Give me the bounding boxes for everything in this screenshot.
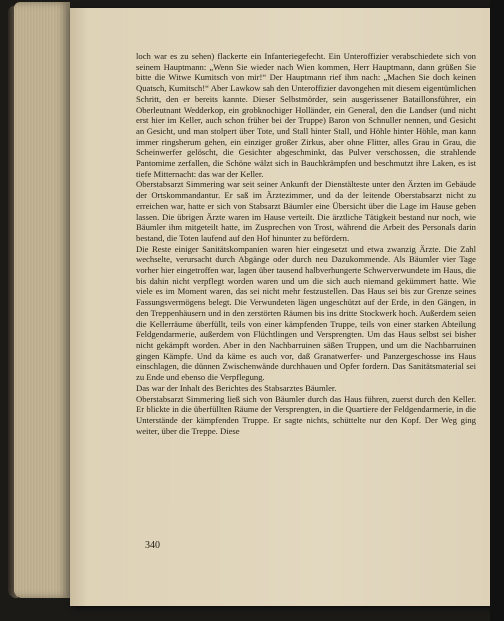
paragraph: loch war es zu sehen) flackerte ein Infanteriegefecht. Ein Unteroffizier verabschiedete sich von seinem Hauptmann: „Wenn Sie wieder nach Wien kommen, Herr Hauptmann, dann grüßen Sie bitte die Witwe Kumitsch von mir!“ Der Hauptmann rief ihm nach: „Machen Sie doch keinen Quatsch, Kumitsch!“ Aber Lawkow sah den Unteroffizier davongehen mit diesem eigentümlichen Schritt, den er bereits kannte. Dieser Selbstmörder, sein ausgerissener Bataillonsführer, ein Oberleutnant Wedderkop, ein grobknochiger Holländer, ein General, den die Landser (und nicht erst hier im Keller, auch schon früher bei der Truppe) Baron von Schnuller nennen, und Gesicht an Gesicht, und man stolpert über Tote, und Stall hinter Stall, und Höhle hinter Höhle, man kann immer ringsherum gehen, ein einziger großer Zirkus, aber ohne Flitter, alles Grau in Grau, die Scheinwerfer gelöscht, die Gesichter abgeschminkt, das Pulver verschossen, die strahlende Pantomime zerfallen, die Schöne wälzt sich in Bauchkrämpfen und beschmutzt ihre Laken, es ist tiefe Mitternacht: das war der Keller. — [136, 51, 476, 179]
background-shadow — [490, 0, 504, 621]
page-number: 340 — [145, 540, 160, 551]
paragraph: Das war der Inhalt des Berichtes des Stabsarztes Bäumler. — [136, 382, 337, 393]
body-text — [136, 51, 476, 436]
paragraph: Oberstabsarzt Simmering ließ sich von Bäumler durch das Haus führen, zuerst durch den Keller. Er blickte in die überfüllten Räume der Versprengten, in die Quartiere der Feldgendarmerie, in die Unterstände der kämpfenden Truppe. Er sagte nichts, schüttelte nur den Kopf. Der Weg ging weiter, über die Treppe. Diese — [136, 393, 476, 436]
page-stack-edge — [14, 2, 70, 598]
paragraph: Oberstabsarzt Simmering war seit seiner Ankunft der Dienstälteste unter den Ärzten im Gebäude der Ortskommandantur. Er saß im Ärztezimmer, und da der leitende Oberstabsarzt nicht zu erreichen war, hatte er sich von Stabsarzt Bäumler eine Übersicht über die Lage im Hause geben lassen. Die übrigen Ärzte waren im Hause verteilt. Die ärztliche Tätigkeit bestand nur noch, wie Bäumler ihm mitgeteilt hatte, im Zusprechen von Trost, während die Arbeit des Personals darin bestand, die Toten laufend auf den Hof hinunter zu befördern. — [136, 179, 476, 243]
paragraph: Die Reste einiger Sanitätskompanien waren hier eingesetzt und etwa zwanzig Ärzte. Die Zahl wechselte, verursacht durch Abgänge oder durch neu Dazukommende. Als Bäumler vier Tage vorher hier eingetroffen war, lagen über tausend halbverhungerte Schwerverwundete im Haus, die bis dahin nicht verpflegt worden waren und um die sich auch niemand gekümmert hatte. Wie viele es im Moment waren, das sei nicht mehr festzustellen. Das Haus sei bis zur Grenze seines Fassungsvermögens belegt. Die Verwundeten lägen ungeschützt auf der Erde, in den Gängen, in den Treppenhäusern und in den zerstörten Räumen bis ins dritte Stockwerk hoch. Außerdem seien die Kellerräume überfüllt, teils von einer kämpfenden Truppe, teils von einer starken Abteilung Feldgendarmerie, außerdem von Flüchtlingen und Versprengten. Um das Haus selbst sei bisher nicht gekämpft worden. Aber in den Nachbarruinen säßen Truppen, und um die Nachbarruinen gingen Kämpfe. Und da käme es auch vor, daß Granatwerfer- und Panzergeschosse ins Haus einschlagen, die dünnen Zwischenwände durchhauen und Opfer fordern. Das Sanitätsmaterial sei zu Ende und ebenso die Verpflegung. — [136, 243, 476, 383]
